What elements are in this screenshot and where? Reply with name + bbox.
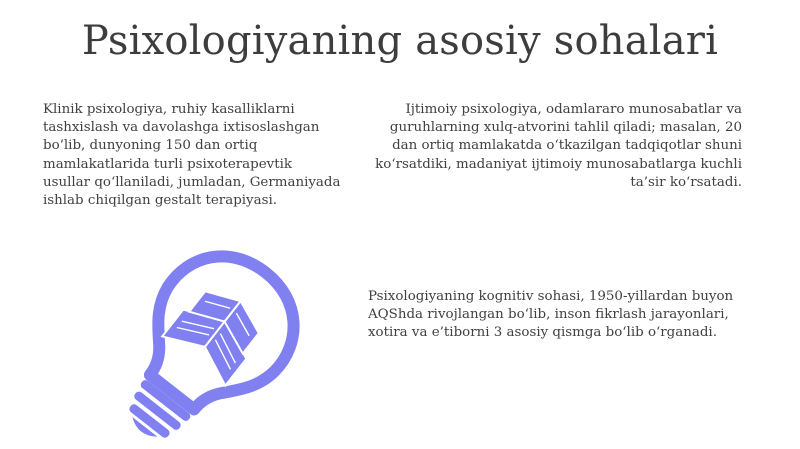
social-psychology-text: Ijtimoiy psixologiya, odamlararo munosabatlar va guruhlarning xulq-atvorini tahlil qiladi; masalan, 20 dan ortiq mamlakatda o‘tkazilgan tadqiqotlar shuni ko‘rsatdiki, madaniyat ijtimoiy munosabatlarga kuchli ta’sir ko‘rsatadi. bbox=[375, 102, 742, 190]
lightbulb-book-icon bbox=[92, 246, 322, 446]
clinical-psychology-text: Klinik psixologiya, ruhiy kasalliklarni tashxislash va davolashga ixtisoslashgan bo‘lib, dunyoning 150 dan ortiq mamlakatlarida turli psixoterapevtik usullar qo‘llaniladi, jumladan, Germaniyada ishlab chiqilgan gestalt terapiyasi. bbox=[43, 102, 341, 209]
cognitive-psychology-text: Psixologiyaning kognitiv sohasi, 1950-yillardan buyon AQShda rivojlangan bo‘lib, inson fikrlash jarayonlari, xotira va e’tiborni 3 asosiy qismga bo‘lib o‘rganadi. bbox=[368, 289, 734, 341]
slide-title: Psixologiyaning asosiy sohalari bbox=[81, 18, 719, 64]
